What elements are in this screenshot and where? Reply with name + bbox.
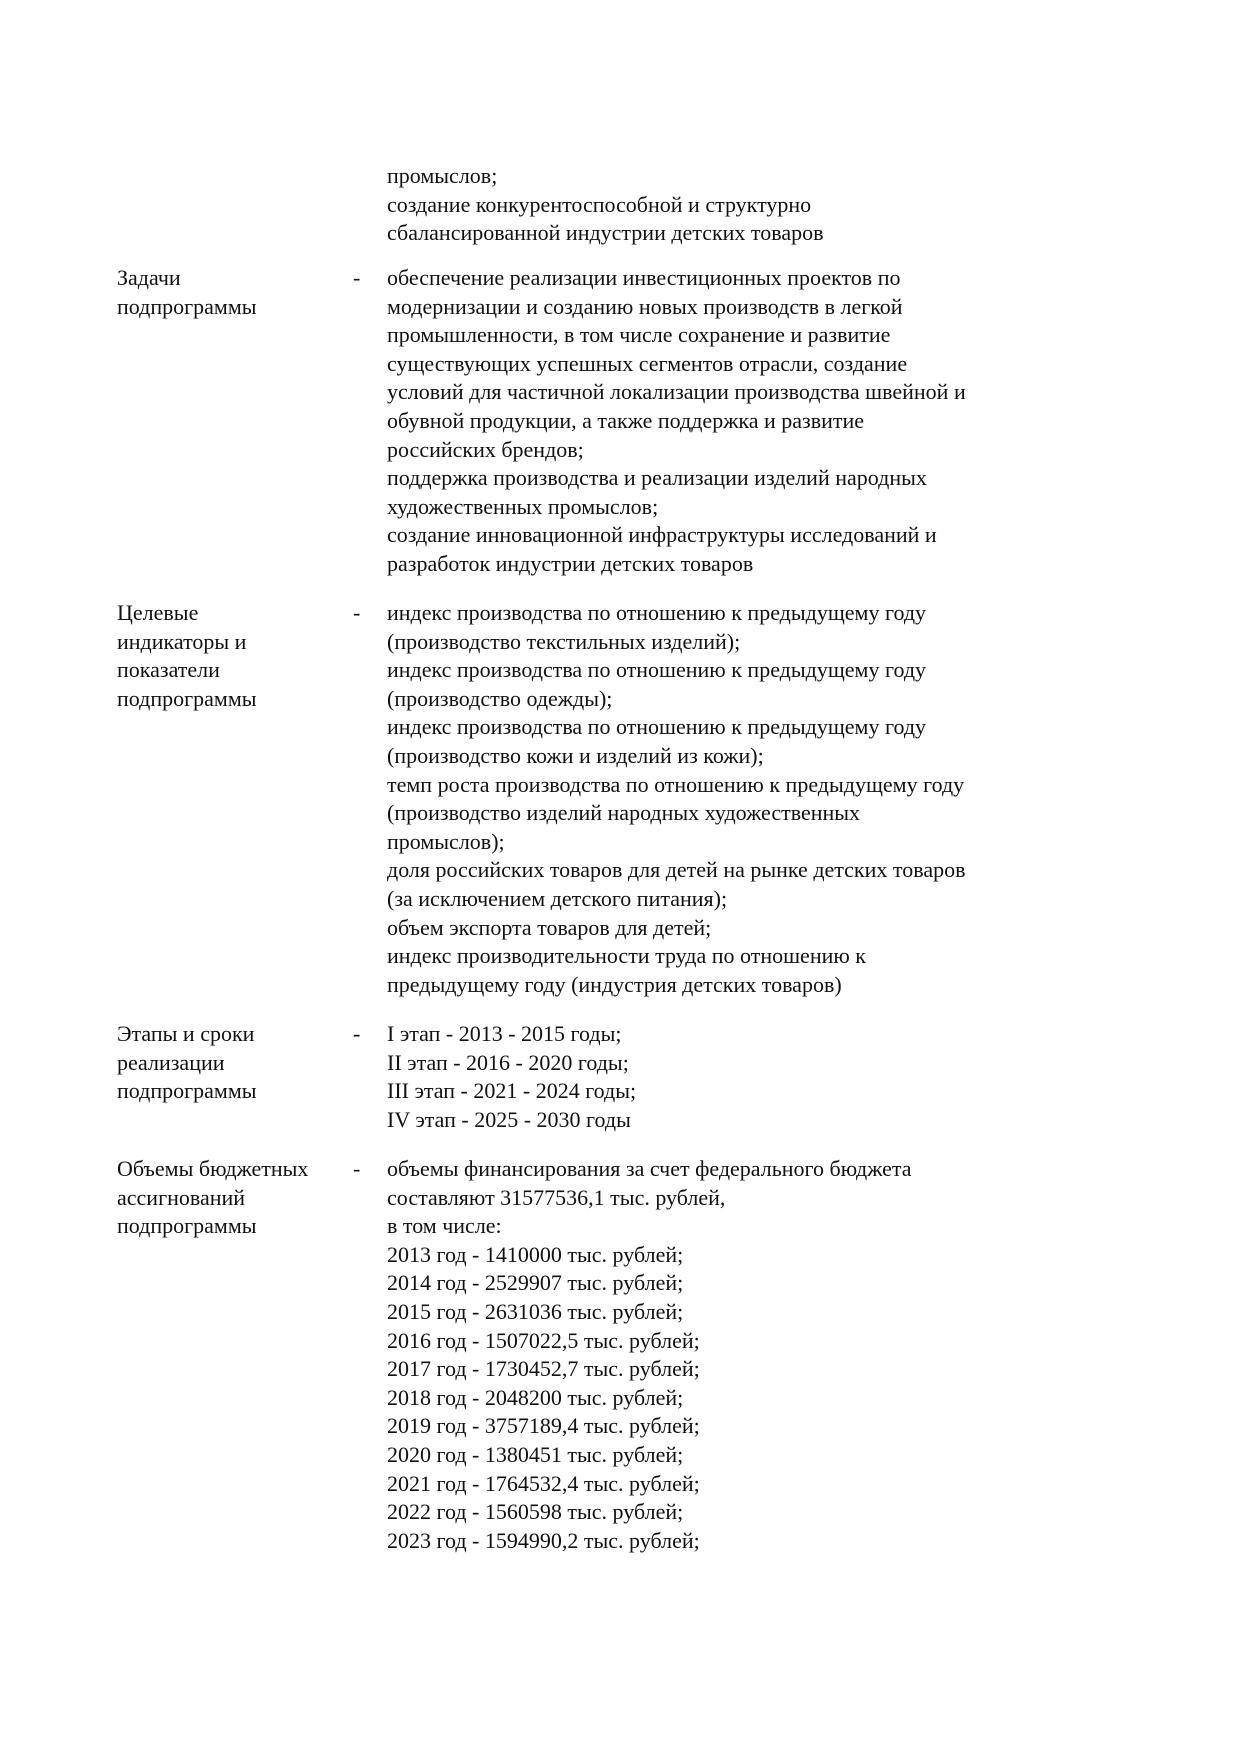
row-value xyxy=(387,1155,912,1555)
text-line: объем экспорта товаров для детей; xyxy=(387,914,712,940)
budget-year-line: 2022 год - 1560598 тыс. рублей; xyxy=(387,1499,684,1525)
row-dash: - xyxy=(353,1021,361,1046)
text-line: существующих успешных сегментов отрасли, создание xyxy=(387,350,908,376)
text-line: индекс производительности труда по отношению к xyxy=(387,943,866,969)
text-line: промыслов; xyxy=(387,163,498,188)
label-line: подпрограммы xyxy=(117,293,257,319)
budget-year-line: 2023 год - 1594990,2 тыс. рублей; xyxy=(387,1527,700,1553)
budget-year-line: 2019 год - 3757189,4 тыс. рублей; xyxy=(387,1413,700,1439)
row-value xyxy=(387,264,966,579)
row-label xyxy=(117,264,257,321)
text-line: предыдущему году (индустрия детских товаров) xyxy=(387,971,842,997)
text-line: темп роста производства по отношению к предыдущему году xyxy=(387,771,965,797)
text-line: объемы финансирования за счет федерального бюджета xyxy=(387,1156,912,1181)
row-value xyxy=(387,599,965,999)
text-line: (за исключением детского питания); xyxy=(387,885,728,911)
label-line: подпрограммы xyxy=(117,1213,257,1239)
text-line: создание инновационной инфраструктуры исследований и xyxy=(387,522,937,548)
label-line: Этапы и сроки xyxy=(117,1021,255,1046)
text-line: III этап - 2021 - 2024 годы; xyxy=(387,1078,637,1104)
text-line: индекс производства по отношению к предыдущему году xyxy=(387,600,927,625)
text-line: разработок индустрии детских товаров xyxy=(387,550,754,576)
text-line: доля российских товаров для детей на рынке детских товаров xyxy=(387,857,966,883)
text-line: составляют 31577536,1 тыс. рублей, xyxy=(387,1184,726,1210)
budget-year-line: 2018 год - 2048200 тыс. рублей; xyxy=(387,1384,684,1410)
budget-year-line: 2015 год - 2631036 тыс. рублей; xyxy=(387,1298,684,1324)
label-line: реализации xyxy=(117,1049,225,1075)
label-line: подпрограммы xyxy=(117,685,257,711)
text-line: модернизации и созданию новых производств в легкой xyxy=(387,293,903,319)
text-line: поддержка производства и реализации изделий народных xyxy=(387,465,927,491)
text-line: в том числе: xyxy=(387,1213,502,1239)
budget-year-line: 2014 год - 2529907 тыс. рублей; xyxy=(387,1270,684,1296)
text-line: создание конкурентоспособной и структурно xyxy=(387,191,812,217)
row-value xyxy=(387,1020,636,1134)
budget-year-line: 2013 год - 1410000 тыс. рублей; xyxy=(387,1241,684,1267)
text-line: сбалансированной индустрии детских товаров xyxy=(387,220,824,246)
budget-year-line: 2021 год - 1764532,4 тыс. рублей; xyxy=(387,1470,700,1496)
text-line: обеспечение реализации инвестиционных проектов по xyxy=(387,265,901,290)
row-dash: - xyxy=(353,600,361,625)
text-line: I этап - 2013 - 2015 годы; xyxy=(387,1021,622,1046)
text-line: индекс производства по отношению к предыдущему году xyxy=(387,657,927,683)
label-line: ассигнований xyxy=(117,1184,246,1210)
text-line: II этап - 2016 - 2020 годы; xyxy=(387,1049,629,1075)
text-line: условий для частичной локализации производства швейной и xyxy=(387,379,966,405)
text-line: промышленности, в том числе сохранение и развитие xyxy=(387,322,891,348)
row-dash: - xyxy=(353,265,361,290)
text-line: (производство текстильных изделий); xyxy=(387,628,741,654)
budget-year-line: 2016 год - 1507022,5 тыс. рублей; xyxy=(387,1327,700,1353)
label-line: Целевые xyxy=(117,600,199,625)
label-line: индикаторы и xyxy=(117,628,247,654)
label-line: показатели xyxy=(117,657,220,683)
row-dash: - xyxy=(353,1156,361,1181)
label-line: Объемы бюджетных xyxy=(117,1156,309,1181)
row-label xyxy=(117,599,257,713)
text-line: (производство кожи и изделий из кожи); xyxy=(387,742,764,768)
text-line: обувной продукции, а также поддержка и развитие xyxy=(387,407,865,433)
budget-year-line: 2020 год - 1380451 тыс. рублей; xyxy=(387,1441,684,1467)
budget-year-line: 2017 год - 1730452,7 тыс. рублей; xyxy=(387,1356,700,1382)
text-line: промыслов); xyxy=(387,828,505,854)
label-line: подпрограммы xyxy=(117,1078,257,1104)
continuation-text xyxy=(387,162,824,248)
row-label xyxy=(117,1020,257,1106)
text-line: российских брендов; xyxy=(387,436,584,462)
text-line: художественных промыслов; xyxy=(387,493,659,519)
label-line: Задачи xyxy=(117,265,181,290)
text-line: (производство изделий народных художественных xyxy=(387,800,861,826)
text-line: IV этап - 2025 - 2030 годы xyxy=(387,1106,631,1132)
text-line: индекс производства по отношению к предыдущему году xyxy=(387,714,927,740)
text-line: (производство одежды); xyxy=(387,685,613,711)
row-label xyxy=(117,1155,308,1241)
